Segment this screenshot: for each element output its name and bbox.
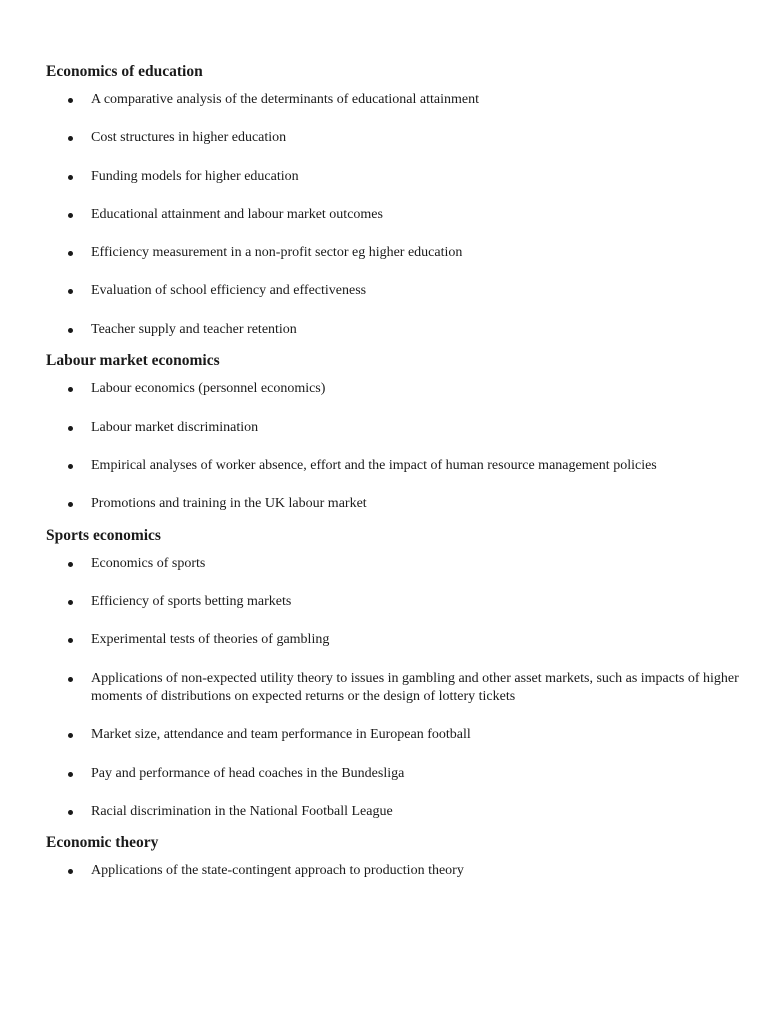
bullet-icon bbox=[68, 289, 73, 294]
list-item-text: Cost structures in higher education bbox=[91, 130, 287, 146]
document-body bbox=[46, 62, 746, 881]
bullet-icon bbox=[68, 464, 73, 469]
bullet-icon bbox=[68, 213, 73, 218]
list-item-text: Labour economics (personnel economics) bbox=[91, 381, 326, 397]
bullet-icon bbox=[68, 98, 73, 103]
list-item-text: Applications of the state-contingent approach to production theory bbox=[91, 863, 464, 879]
list-item-text: Promotions and training in the UK labour market bbox=[91, 496, 367, 512]
bullet-icon bbox=[68, 772, 73, 777]
list-item bbox=[46, 129, 746, 148]
bullet-icon bbox=[68, 328, 73, 333]
list-item bbox=[46, 244, 746, 263]
bullet-icon bbox=[68, 251, 73, 256]
list-item-text: Labour market discrimination bbox=[91, 419, 259, 435]
bullet-list bbox=[46, 380, 746, 513]
list-item-text: Pay and performance of head coaches in the Bundesliga bbox=[91, 765, 405, 781]
bullet-icon bbox=[68, 562, 73, 567]
list-item-text: Market size, attendance and team performance in European football bbox=[91, 727, 471, 743]
section-economics-of-education bbox=[46, 62, 746, 339]
list-item bbox=[46, 457, 746, 476]
list-item-text: Funding models for higher education bbox=[91, 168, 299, 184]
list-item bbox=[46, 803, 746, 822]
list-item bbox=[46, 555, 746, 574]
list-item-text: Efficiency measurement in a non-profit sector eg higher education bbox=[91, 245, 463, 261]
bullet-icon bbox=[68, 502, 73, 507]
list-item bbox=[46, 282, 746, 301]
section-economic-theory bbox=[46, 833, 746, 881]
list-item bbox=[46, 631, 746, 650]
bullet-icon bbox=[68, 677, 73, 682]
section-heading: Sports economics bbox=[46, 526, 161, 544]
list-item bbox=[46, 593, 746, 612]
list-item-text: Educational attainment and labour market outcomes bbox=[91, 206, 383, 222]
section-heading: Labour market economics bbox=[46, 352, 220, 370]
list-item bbox=[46, 321, 746, 340]
list-item-text: A comparative analysis of the determinants of educational attainment bbox=[91, 92, 479, 107]
list-item bbox=[46, 670, 746, 707]
list-item bbox=[46, 91, 746, 110]
list-item-text: Empirical analyses of worker absence, effort and the impact of human resource management policies bbox=[91, 457, 657, 473]
list-item-text: Economics of sports bbox=[91, 555, 206, 571]
list-item-text: Evaluation of school efficiency and effectiveness bbox=[91, 283, 367, 299]
list-item-text: Efficiency of sports betting markets bbox=[91, 593, 292, 609]
list-item bbox=[46, 495, 746, 514]
bullet-icon bbox=[68, 869, 73, 874]
list-item-text: Racial discrimination in the National Football League bbox=[91, 803, 393, 819]
bullet-icon bbox=[68, 426, 73, 431]
list-item bbox=[46, 862, 746, 881]
list-item-text: Teacher supply and teacher retention bbox=[91, 321, 297, 337]
bullet-icon bbox=[68, 136, 73, 141]
bullet-icon bbox=[68, 638, 73, 643]
bullet-icon bbox=[68, 733, 73, 738]
list-item bbox=[46, 419, 746, 438]
bullet-icon bbox=[68, 810, 73, 815]
bullet-icon bbox=[68, 387, 73, 392]
list-item-text: Experimental tests of theories of gambling bbox=[91, 632, 330, 648]
bullet-list bbox=[46, 91, 746, 339]
bullet-icon bbox=[68, 600, 73, 605]
section-heading: Economics of education bbox=[46, 63, 203, 80]
bullet-list bbox=[46, 555, 746, 822]
list-item bbox=[46, 726, 746, 745]
section-labour-market-economics bbox=[46, 351, 746, 513]
list-item bbox=[46, 765, 746, 784]
section-heading: Economic theory bbox=[46, 834, 159, 852]
bullet-list bbox=[46, 862, 746, 881]
list-item bbox=[46, 206, 746, 225]
bullet-icon bbox=[68, 175, 73, 180]
list-item bbox=[46, 168, 746, 187]
list-item-text: Applications of non-expected utility theory to issues in gambling and other asset markets, such as impacts of higher moments of distributions on expected returns or the design of lottery tickets bbox=[91, 670, 739, 705]
section-sports-economics bbox=[46, 526, 746, 822]
list-item bbox=[46, 380, 746, 399]
